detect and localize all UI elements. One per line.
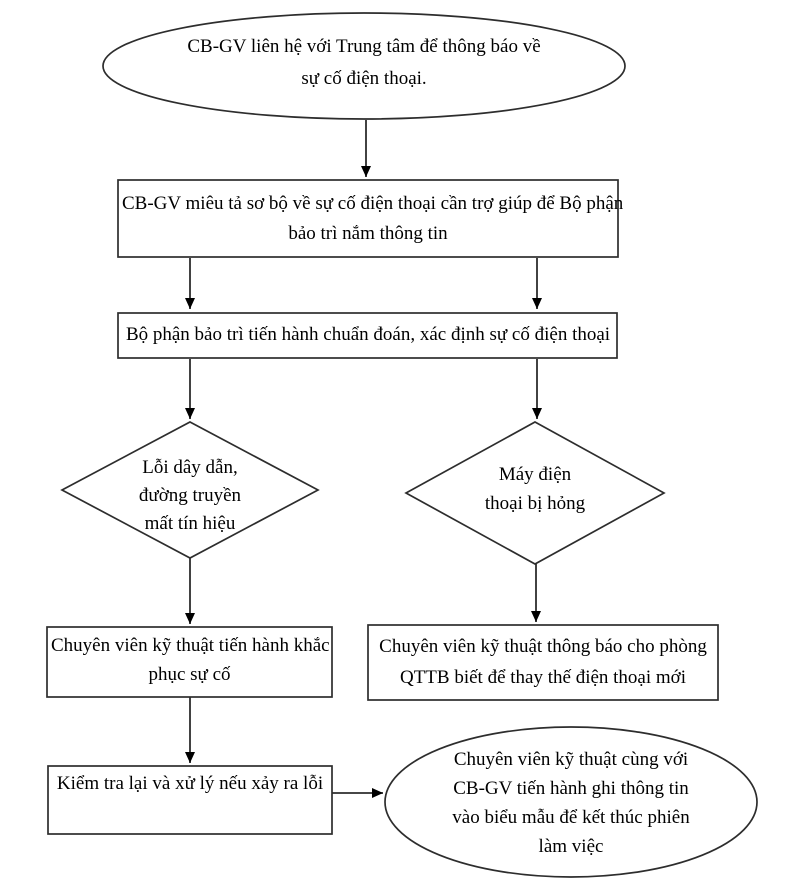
phone-broken-diamond-label: Máy điện thoại bị hỏng xyxy=(484,464,586,514)
diagnose-box-label: Bộ phận bảo trì tiến hành chuẩn đoán, xác định sự cố điện thoại xyxy=(125,324,611,345)
fix-box-label: Chuyên viên kỹ thuật tiến hành khắc phục sự cố xyxy=(51,635,330,685)
wire-fault-diamond-label: Lỗi dây dẫn, đường truyền mất tín hiệu xyxy=(138,457,242,534)
recheck-box-label: Kiểm tra lại và xử lý nếu xảy ra lỗi xyxy=(56,773,324,794)
describe-box-label: CB-GV miêu tả sơ bộ về sự cố điện thoại cần trợ giúp để Bộ phận bảo trì nắm thông tin xyxy=(122,193,624,244)
end-ellipse-shape xyxy=(385,727,757,877)
diagnose-box-shape xyxy=(118,313,617,358)
notify-box-label: Chuyên viên kỹ thuật thông báo cho phòng QTTB biết để thay thế điện thoại mới xyxy=(379,636,707,688)
start-ellipse-label: CB-GV liên hệ với Trung tâm để thông báo về sự cố điện thoại. xyxy=(187,36,541,89)
phone-broken-diamond-shape xyxy=(406,422,664,564)
start-ellipse-shape xyxy=(103,13,625,119)
wire-fault-diamond-shape xyxy=(62,422,318,558)
describe-box-shape xyxy=(118,180,624,257)
fix-box-shape xyxy=(47,627,332,697)
notify-box-shape xyxy=(368,625,718,700)
recheck-box-shape xyxy=(48,766,332,834)
end-ellipse-label: Chuyên viên kỹ thuật cùng với CB-GV tiến hành ghi thông tin vào biểu mẫu để kết thúc phiên làm việc xyxy=(452,749,690,857)
